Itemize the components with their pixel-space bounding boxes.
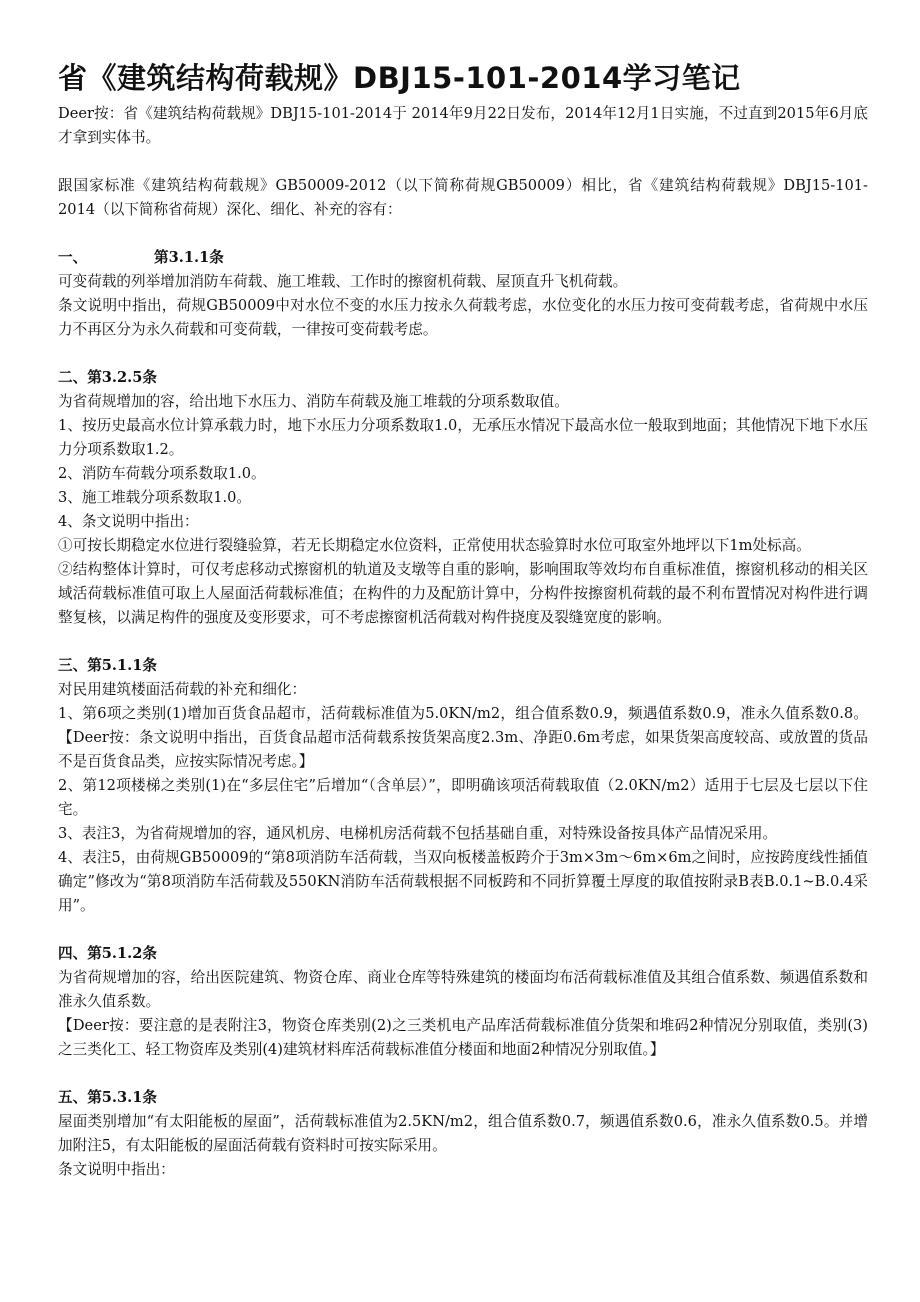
section-4-paragraph: 为省荷规增加的容，给出医院建筑、物资仓库、商业仓库等特殊建筑的楼面均布活荷载标准值及其组合值系数、频遇值系数和准永久值系数。 — [58, 969, 868, 1010]
section-2-paragraph: 2、消防车荷载分项系数取1.0。 — [58, 465, 266, 482]
section-5 — [58, 1086, 868, 1182]
section-2-paragraph: 4、条文说明中指出： — [58, 513, 199, 530]
section-1-heading — [58, 246, 868, 270]
section-2-paragraph: ②结构整体计算时，可仅考虑移动式擦窗机的轨道及支墩等自重的影响，影响围取等效均布自重标准值，擦窗机移动的相关区域活荷载标准值可取上人屋面活荷载标准值；在构件的力及配筋计算中，分构件按擦窗机荷载的最不利布置情况对构件进行调整复核，以满足构件的强度及变形要求，可不考虑擦窗机活荷载对构件挠度及裂缝宽度的影响。 — [58, 561, 868, 626]
section-5-paragraph: 条文说明中指出： — [58, 1161, 175, 1178]
intro-paragraph-1: Deer按：省《建筑结构荷载规》DBJ15-101-2014于 2014年9月22日发布，2014年12月1日实施，不过直到2015年6月底才拿到实体书。 — [58, 105, 868, 146]
section-1-paragraph: 可变荷载的列举增加消防车荷载、施工堆载、工作时的擦窗机荷载、屋顶直升飞机荷载。 — [58, 273, 628, 290]
section-4-paragraph: 【Deer按：要注意的是表附注3，物资仓库类别(2)之三类机电产品库活荷载标准值分货架和堆码2种情况分别取值，类别(3)之三类化工、轻工物资库及类别(4)建筑材料库活荷载标准值分楼面和地面2种情况分别取值。】 — [58, 1017, 868, 1058]
section-3-paragraph: 2、第12项楼梯之类别(1)在“多层住宅”后增加“（含单层）”，即明确该项活荷载取值（2.0KN/m2）适用于七层及七层以下住宅。 — [58, 777, 868, 818]
section-4 — [58, 942, 868, 1062]
section-3-paragraph: 4、表注5，由荷规GB50009的“第8项消防车活荷载，当双向板楼盖板跨介于3m×3m～6m×6m之间时，应按跨度线性插值确定”修改为“第8项消防车活荷载及550KN消防车活荷载根据不同板跨和不同折算覆土厚度的取值按附录B表B.0.1~B.0.4采用”。 — [58, 849, 868, 914]
section-3-paragraph: 对民用建筑楼面活荷载的补充和细化： — [58, 681, 307, 698]
section-2 — [58, 366, 868, 630]
section-1 — [58, 246, 868, 342]
section-2-paragraph: 1、按历史最高水位计算承载力时，地下水压力分项系数取1.0，无承压水情况下最高水位一般取到地面；其他情况下地下水压力分项系数取1.2。 — [58, 417, 868, 458]
section-2-heading: 二、第3.2.5条 — [58, 369, 157, 386]
section-1-clause: 第3.1.1条 — [154, 249, 224, 266]
section-3-paragraph: 3、表注3，为省荷规增加的容，通风机房、电梯机房活荷载不包括基础自重，对特殊设备按具体产品情况采用。 — [58, 825, 778, 842]
section-2-paragraph: ①可按长期稳定水位进行裂缝验算，若无长期稳定水位资料，正常使用状态验算时水位可取室外地坪以下1m处标高。 — [58, 537, 811, 554]
section-1-paragraph: 条文说明中指出，荷规GB50009中对水位不变的水压力按永久荷载考虑，水位变化的水压力按可变荷载考虑，省荷规中水压力不再区分为永久荷载和可变荷载，一律按可变荷载考虑。 — [58, 297, 868, 338]
document-title: 省《建筑结构荷载规》DBJ15-101-2014学习笔记 — [58, 61, 741, 95]
section-5-heading: 五、第5.3.1条 — [58, 1089, 157, 1106]
section-3-paragraph: 1、第6项之类别(1)增加百货食品超市，活荷载标准值为5.0KN/m2，组合值系数0.9，频遇值系数0.9，准永久值系数0.8。【Deer按：条文说明中指出，百货食品超市活荷载系按货架高度2.3m、净距0.6m考虑，如果货架高度较高、或放置的货品不是百货食品类，应按实际情况考虑。】 — [58, 705, 868, 770]
section-3 — [58, 654, 868, 918]
section-2-paragraph: 3、施工堆载分项系数取1.0。 — [58, 489, 252, 506]
section-2-paragraph: 为省荷规增加的容，给出地下水压力、消防车荷载及施工堆载的分项系数取值。 — [58, 393, 569, 410]
section-3-heading: 三、第5.1.1条 — [58, 657, 157, 674]
section-5-paragraph: 屋面类别增加“有太阳能板的屋面”，活荷载标准值为2.5KN/m2，组合值系数0.7，频遇值系数0.6，准永久值系数0.5。并增加附注5，有太阳能板的屋面活荷载有资料时可按实际采用。 — [58, 1113, 868, 1154]
document-page — [58, 58, 868, 1182]
intro-paragraph-2: 跟国家标准《建筑结构荷载规》GB50009-2012（以下简称荷规GB50009）相比，省《建筑结构荷载规》DBJ15-101-2014（以下简称省荷规）深化、细化、补充的容有： — [58, 177, 868, 218]
section-1-number: 一、 — [58, 249, 88, 266]
section-4-heading: 四、第5.1.2条 — [58, 945, 157, 962]
